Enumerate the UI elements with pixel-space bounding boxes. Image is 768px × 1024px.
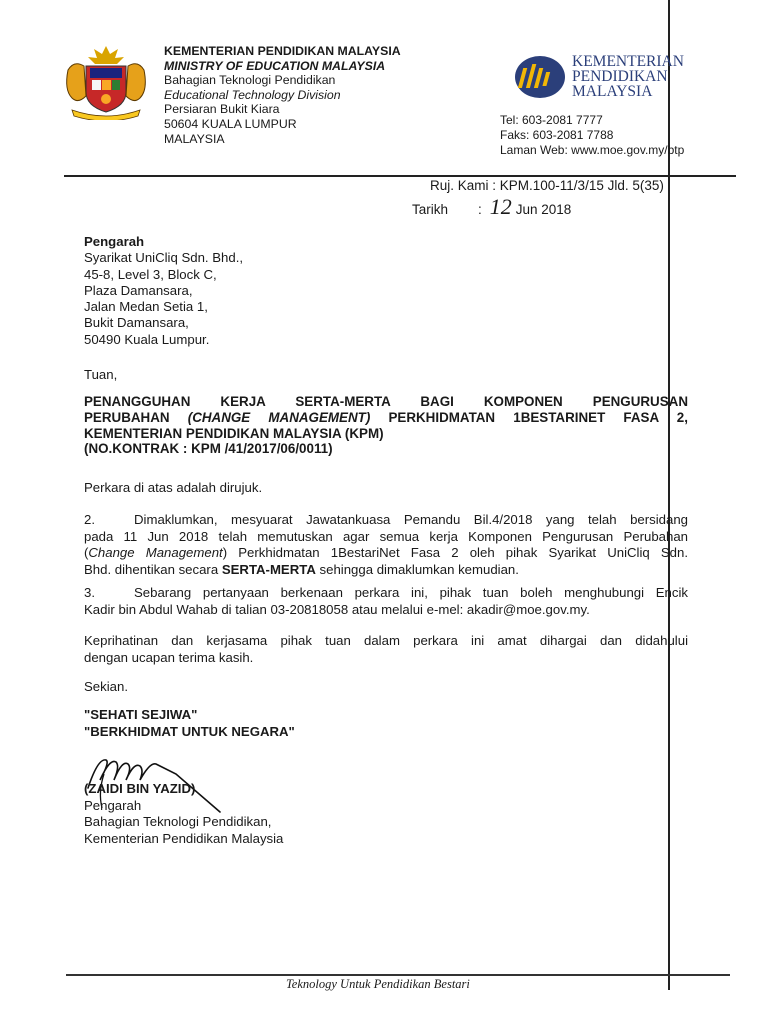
- recipient-line: 50490 Kuala Lumpur.: [84, 331, 210, 347]
- subject-line-1: PENANGGUHAN KERJA SERTA-MERTA BAGI KOMPONEN PENGURUSAN: [84, 394, 688, 409]
- p4-line-2: dengan ucapan terima kasih.: [84, 649, 254, 665]
- salutation: Tuan,: [84, 367, 118, 382]
- recipient-line: Bukit Damansara,: [84, 315, 189, 331]
- address-country: MALAYSIA: [164, 131, 225, 146]
- paragraph-2: [84, 512, 688, 578]
- recipient-line: Syarikat UniCliq Sdn. Bhd.,: [84, 250, 244, 266]
- recipient-address: [84, 234, 243, 348]
- address-city: 50604 KUALA LUMPUR: [164, 116, 297, 131]
- recipient-line: 45-8, Level 3, Block C,: [84, 266, 217, 282]
- telephone: Tel: 603-2081 7777: [500, 113, 603, 127]
- recipient-title: Pengarah: [84, 234, 145, 249]
- reference-number: Ruj. Kami : KPM.100-11/3/15 Jld. 5(35): [430, 178, 664, 193]
- date-colon: :: [478, 202, 482, 217]
- subject-line-4: (NO.KONTRAK : KPM /41/2017/06/0011): [84, 441, 333, 457]
- motto-2: "BERKHIDMAT UNTUK NEGARA": [84, 723, 295, 739]
- division-name-en: Educational Technology Division: [164, 87, 341, 102]
- signature-block: [84, 781, 283, 847]
- p3-line-2: Kadir bin Abdul Wahab di talian 03-20818058 atau melalui e-mel: akadir@moe.gov.my.: [84, 601, 590, 617]
- logo-line-2: PENDIDIKAN: [572, 68, 668, 85]
- p2-line-2: pada 11 Jun 2018 telah memutuskan agar semua kerja Komponen Pengurusan Perubahan: [84, 528, 688, 544]
- ministry-name-en: MINISTRY OF EDUCATION MALAYSIA: [164, 58, 386, 73]
- date-label: Tarikh: [412, 202, 449, 217]
- subject-line-2-c: PERKHIDMATAN 1BESTARINET FASA 2,: [388, 409, 688, 425]
- contact-block: [500, 113, 684, 157]
- division-name-ms: Bahagian Teknologi Pendidikan: [164, 73, 336, 88]
- subject-line-3: KEMENTERIAN PENDIDIKAN MALAYSIA (KPM): [84, 425, 384, 441]
- mottos: [84, 707, 295, 740]
- moe-logo-wordmark: [572, 54, 684, 99]
- closing: Sekian.: [84, 679, 128, 694]
- subject-line-2-a: PERUBAHAN: [84, 409, 170, 425]
- paragraph-3: [84, 585, 688, 618]
- footer-divider: [66, 974, 730, 976]
- recipient-line: Plaza Damansara,: [84, 282, 193, 298]
- footer-tagline: Teknology Untuk Pendidikan Bestari: [286, 977, 470, 991]
- p3-line-1: [84, 585, 688, 602]
- p2-line-1: [84, 512, 688, 529]
- p3-number: 3.: [84, 585, 95, 600]
- subject-line-2: [84, 410, 688, 426]
- intro-paragraph: Perkara di atas adalah dirujuk.: [84, 480, 263, 495]
- logo-line-3: MALAYSIA: [572, 83, 653, 100]
- p2-line-4: Bhd. dihentikan secara SERTA-MERTA sehingga dimaklumkan kemudian.: [84, 561, 519, 577]
- signatory-position: Pengarah: [84, 797, 142, 813]
- p2-italic: Change Management: [88, 545, 223, 561]
- motto-1: "SEHATI SEJIWA": [84, 707, 198, 722]
- date-day-handwritten: 12: [489, 194, 512, 219]
- p2-number: 2.: [84, 512, 95, 527]
- date-row: [412, 194, 571, 218]
- ministry-name-ms: KEMENTERIAN PENDIDIKAN MALAYSIA: [164, 44, 401, 58]
- p2-bold: SERTA-MERTA: [221, 561, 316, 577]
- moe-logo-icon: [514, 54, 566, 100]
- signatory-name: (ZAIDI BIN YAZID): [84, 781, 196, 796]
- logo-line-1: KEMENTERIAN: [572, 53, 684, 70]
- subject-line-2-italic: (CHANGE MANAGEMENT): [187, 409, 371, 425]
- p2-line-3: (Change Management) Perkhidmatan 1BestariNet Fasa 2 oleh pihak Syarikat UniCliq Sdn.: [84, 545, 688, 561]
- date-month-year: Jun 2018: [515, 202, 572, 217]
- subject-heading: [84, 394, 688, 457]
- address-street: Persiaran Bukit Kiara: [164, 102, 280, 117]
- letterhead-address: [164, 44, 401, 146]
- p4-line-1: Keprihatinan dan kerjasama pihak tuan dalam perkara ini amat dihargai dan didahului: [84, 633, 688, 648]
- p2-line-1-text: Dimaklumkan, mesyuarat Jawatankuasa Pemandu Bil.4/2018 yang telah bersidang: [134, 512, 688, 527]
- recipient-line: Jalan Medan Setia 1,: [84, 299, 208, 315]
- website: Laman Web: www.moe.gov.my/btp: [500, 142, 685, 157]
- signatory-ministry: Kementerian Pendidikan Malaysia: [84, 830, 284, 846]
- signatory-division: Bahagian Teknologi Pendidikan,: [84, 814, 272, 830]
- paragraph-4: [84, 633, 688, 666]
- p3-line-1-text: Sebarang pertanyaan berkenaan perkara ini, pihak tuan boleh menghubungi Encik: [134, 585, 688, 600]
- letterhead-divider: [64, 175, 736, 177]
- fax: Faks: 603-2081 7788: [500, 127, 614, 142]
- coat-of-arms-icon: [62, 44, 150, 120]
